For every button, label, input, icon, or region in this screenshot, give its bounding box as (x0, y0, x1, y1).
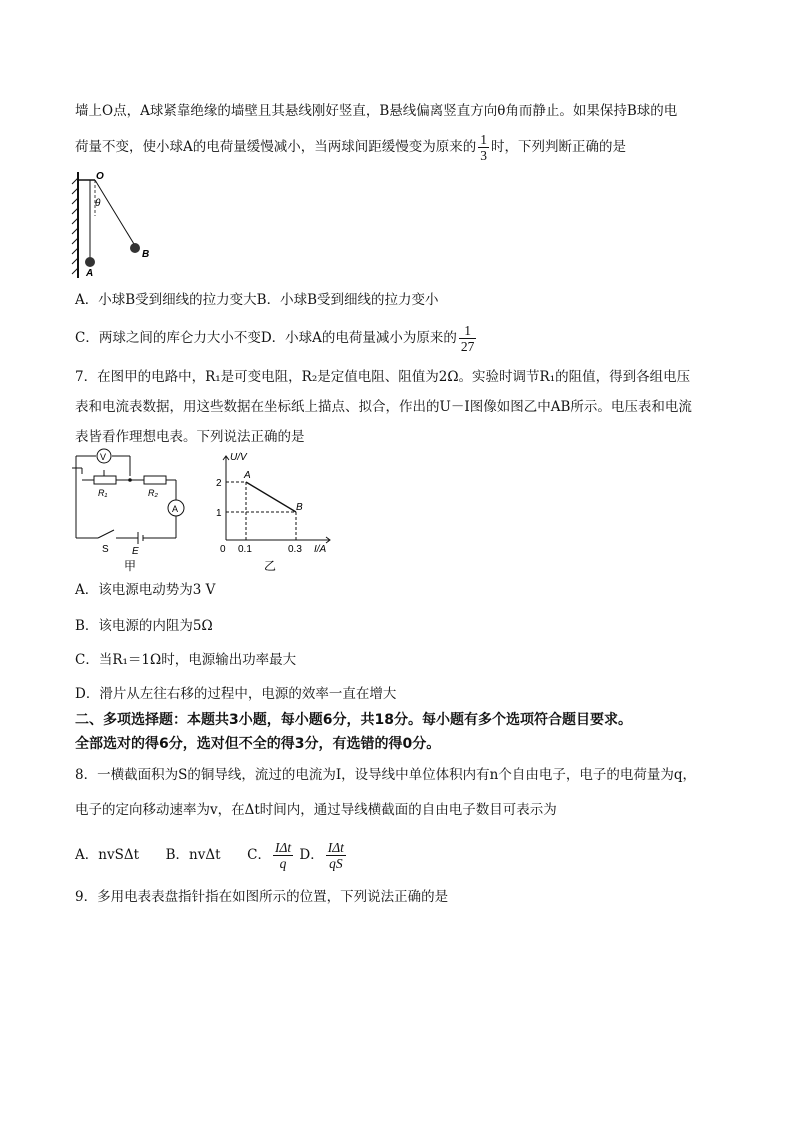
ball-a (85, 257, 95, 267)
q6-option-d-fraction: $\frac{1}{27}$ (460, 323, 475, 354)
q9-line1: 9．多用电表表盘指针指在如图所示的位置，下列说法正确的是 (75, 889, 449, 905)
section2-line2: 全部选对的得6分，选对但不全的得3分，有选错的得0分。 (75, 736, 441, 752)
q6-line2-pre: 荷量不变，使小球A的电荷量缓慢减小，当两球间距缓慢变为原来的 (75, 139, 477, 155)
graph-point-b: B (296, 502, 303, 513)
voltmeter-label: V (100, 452, 107, 462)
ball-b (130, 243, 140, 253)
q6-line2 (75, 132, 626, 163)
q7-option-c: C．当R₁＝1Ω时，电源输出功率最大 (75, 652, 297, 668)
switch-label: S (102, 544, 109, 555)
q6-option-c: C．两球之间的库仑力大小不变 (75, 330, 261, 346)
q7-line2: 表和电流表数据，用这些数据在坐标纸上描点、拟合，作出的U－I图像如图乙中AB所示。电压表和电流 (75, 399, 692, 415)
section2-line1: 二、多项选择题：本题共3小题，每小题6分，共18分。每小题有多个选项符合题目要求。 (75, 712, 632, 728)
q8-option-c-label: C． (247, 847, 271, 863)
q7-option-d: D．滑片从左往右移的过程中，电源的效率一直在增大 (75, 686, 397, 702)
r1-label: R₁ (98, 488, 108, 498)
label-o: O (96, 171, 104, 182)
q6-option-b: B．小球B受到细线的拉力变小 (256, 292, 439, 308)
graph-tick-y2: 2 (216, 478, 222, 489)
q8-option-b: B．nvΔt (165, 847, 221, 863)
graph-tick-x01: 0.1 (238, 544, 252, 555)
graph-caption: 乙 (264, 559, 277, 573)
q8-option-c-fraction: $\frac{\text{IΔt}}{q}$ (274, 840, 292, 871)
graph-ylabel: U/V (230, 452, 247, 463)
graph-origin: 0 (220, 544, 226, 555)
q8-line1: 8．一横截面积为S的铜导线，流过的电流为I，设导线中单位体积内有n个自由电子，电子的电荷量为q， (75, 767, 697, 783)
label-theta: θ (95, 198, 101, 209)
q7-option-a: A．该电源电动势为3 V (75, 582, 216, 598)
q6-option-a: A．小球B受到细线的拉力变大 (75, 292, 257, 308)
q7-line1: 7．在图甲的电路中，R₁是可变电阻，R₂是定值电阻、阻值为2Ω。实验时调节R₁的阻值，得到各组电压 (75, 369, 691, 385)
circuit-caption: 甲 (124, 559, 137, 573)
q7-option-b: B．该电源的内阻为5Ω (75, 618, 213, 634)
q6-options-cd (75, 323, 478, 354)
q6-option-d: D．小球A的电荷量减小为原来的 (260, 330, 457, 346)
q8-option-d-fraction: $\frac{\text{IΔt}}{qS}$ (327, 840, 344, 871)
q8-options (75, 840, 348, 871)
q8-option-a: A．nvSΔt (75, 847, 139, 863)
r2-label: R₂ (148, 488, 158, 498)
graph-tick-y1: 1 (216, 508, 222, 519)
label-b: B (142, 249, 150, 260)
q8-option-d-label: D． (299, 847, 324, 863)
emf-label: E (132, 546, 139, 557)
q8-line2: 电子的定向移动速率为v，在Δt时间内，通过导线横截面的自由电子数目可表示为 (75, 802, 557, 818)
q6-line2-post: 时，下列判断正确的是 (491, 139, 626, 155)
q6-pendulum-figure (68, 168, 168, 280)
q6-line1: 墙上O点，A球紧靠绝缘的墙壁且其悬线刚好竖直，B悬线偏离竖直方向θ角而静止。如果保持B球的电 (75, 103, 678, 119)
q6-fraction: $\frac{1}{3}$ (480, 132, 487, 163)
q7-line3: 表皆看作理想电表。下列说法正确的是 (75, 429, 305, 445)
q6-options-ab (75, 290, 439, 310)
graph-tick-x03: 0.3 (288, 544, 302, 555)
label-a: A (86, 268, 94, 279)
q7-ui-graph (210, 446, 340, 574)
graph-point-a: A (244, 470, 251, 481)
ammeter-label: A (172, 504, 179, 514)
graph-xlabel: I/A (314, 544, 327, 555)
q7-circuit-figure (68, 446, 198, 574)
